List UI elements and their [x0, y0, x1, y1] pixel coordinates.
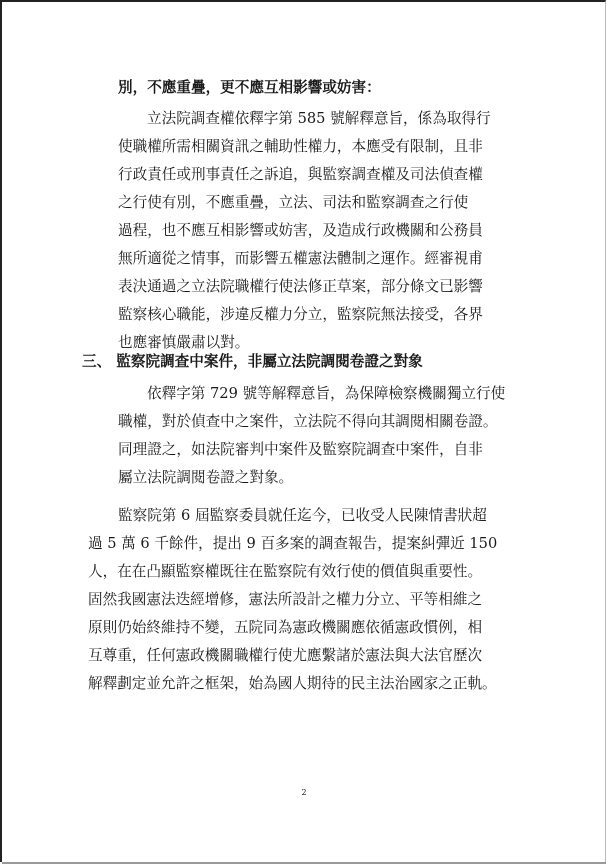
text-line: 行政責任或刑事責任之訴追，與監察調查權及司法偵查權	[118, 166, 483, 183]
text-line: 也應審慎嚴肅以對。	[118, 334, 250, 351]
text-line: 表決通過之立法院職權行使法修正草案，部分條文已影響	[118, 278, 483, 295]
text-line: 監察院第 6 屆監察委員就任迄今，已收受人民陳情書狀超	[118, 507, 487, 524]
section-number: 三、	[82, 353, 112, 370]
text-line: 之行使有別，不應重疊，立法、司法和監察調查之行使	[118, 194, 469, 211]
text-line: 依釋字第 729 號等解釋意旨，為保障檢察機關獨立行使	[147, 385, 506, 402]
text-line: 原則仍始終維持不變，五院同為憲政機關應依循憲政慣例，相	[88, 619, 483, 636]
text-line: 職權，對於偵查中之案件，立法院不得向其調閱相關卷證。	[118, 413, 498, 430]
text-line: 屬立法院調閱卷證之對象。	[118, 469, 294, 486]
paragraph-legislative-investigation	[118, 105, 491, 357]
text-line: 互尊重，任何憲政機關職權行使尤應繫諸於憲法與大法官歷次	[88, 647, 483, 664]
text-line: 人，在在凸顯監察權既往在監察院有效行使的價值與重要性。	[88, 563, 483, 580]
continued-heading	[118, 74, 381, 102]
text-line: 過 5 萬 6 千餘件，提出 9 百多案的調查報告，提案糾彈近 150	[88, 535, 498, 552]
text-line: 同理證之，如法院審判中案件及監察院調查中案件，自非	[118, 441, 483, 458]
text-line: 固然我國憲法迭經增修，憲法所設計之權力分立、平等相維之	[88, 591, 483, 608]
paragraph-control-yuan-summary	[88, 502, 497, 698]
text-line: 使職權所需相關資訊之輔助性權力，本應受有限制，且非	[118, 138, 483, 155]
paragraph-case-files	[118, 380, 505, 492]
section-heading-3	[82, 348, 423, 376]
page-number: 2	[301, 788, 307, 797]
section-title: 監察院調查中案件，非屬立法院調閱卷證之對象	[116, 353, 423, 370]
text-line: 解釋劃定並允許之框架，始為國人期待的民主法治國家之正軌。	[88, 675, 497, 692]
text-line: 立法院調查權依釋字第 585 號解釋意旨，係為取得行	[147, 110, 491, 127]
text-line: 過程，也不應互相影響或妨害，及造成行政機關和公務員	[118, 222, 483, 239]
text-line: 無所適從之情事，而影響五權憲法體制之運作。經審視甫	[118, 250, 483, 267]
heading-line: 別，不應重疊，更不應互相影響或妨害：	[118, 79, 381, 96]
text-line: 監察核心職能，涉違反權力分立，監察院無法接受，各界	[118, 306, 483, 323]
